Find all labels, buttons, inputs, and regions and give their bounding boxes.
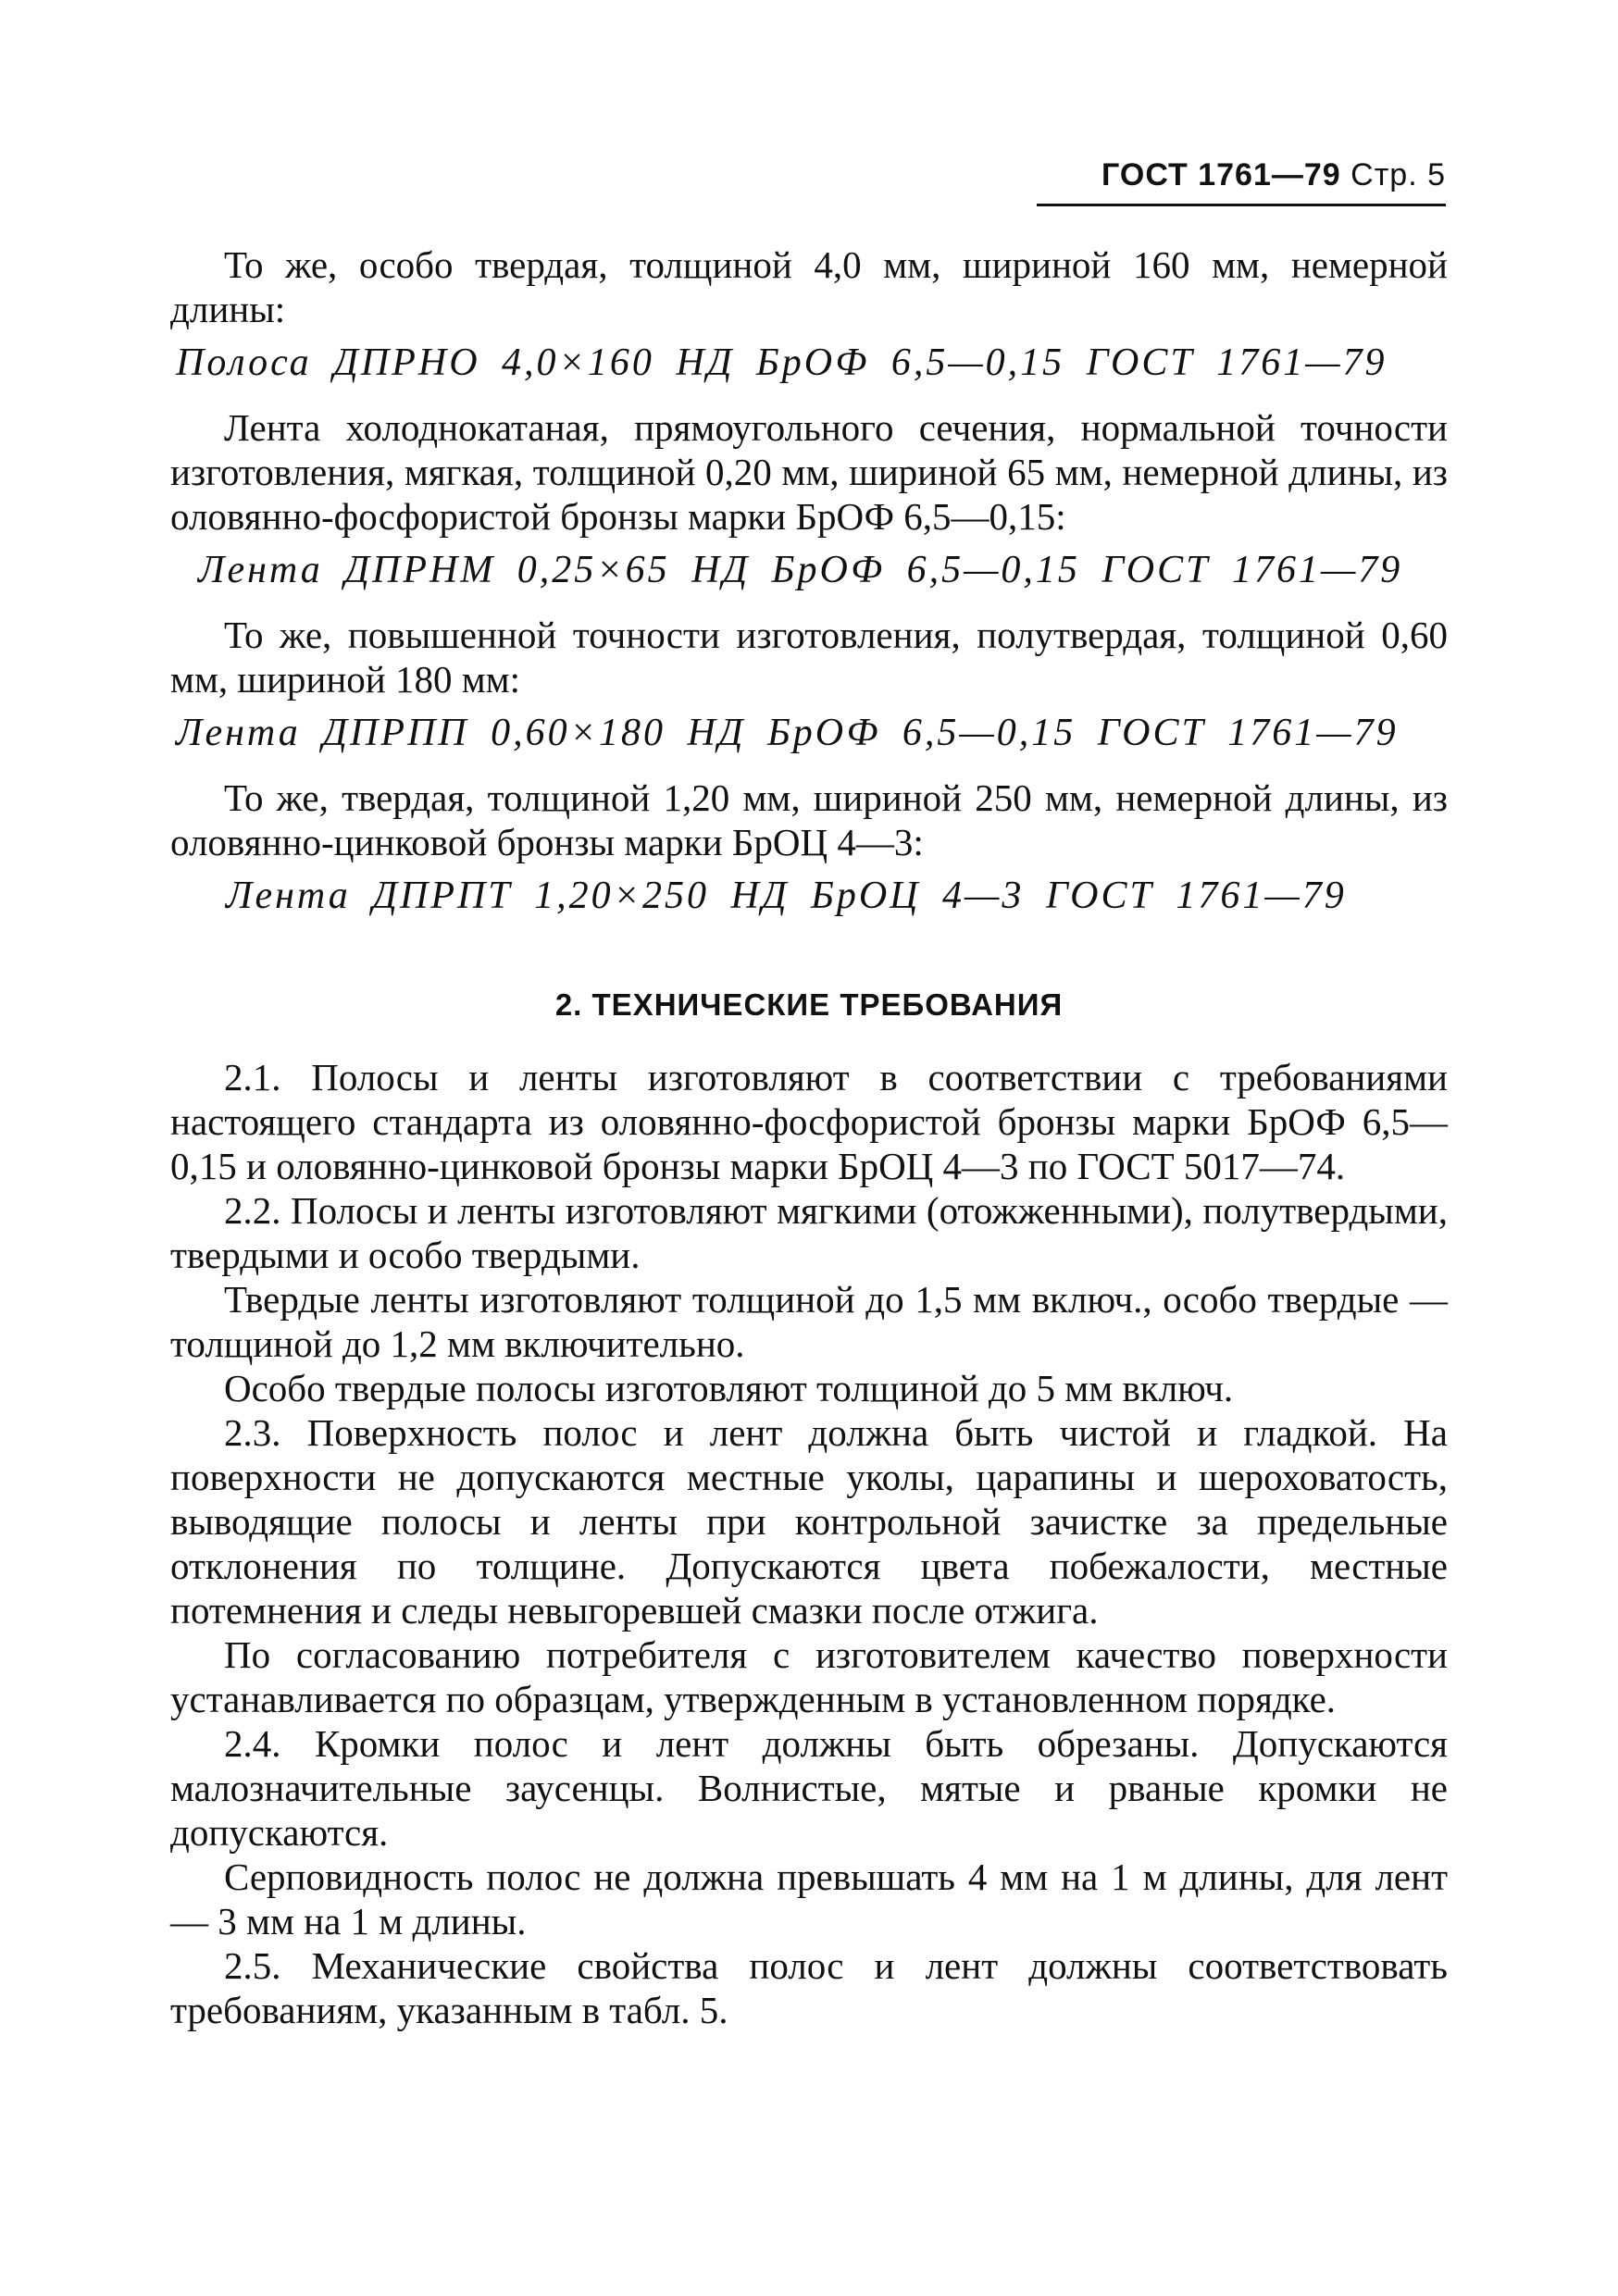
designation-example-2: Лента ДПРНМ 0,25×65 НД БрОФ 6,5—0,15 ГОСТ 1761—79 xyxy=(198,549,1403,591)
designation-example-4: Лента ДПРПТ 1,20×250 НД БрОЦ 4—3 ГОСТ 1761—79 xyxy=(226,875,1347,917)
designation-example-3: Лента ДПРПП 0,60×180 НД БрОФ 6,5—0,15 ГОСТ 1761—79 xyxy=(176,712,1399,754)
designation-example-1: Полоса ДПРНО 4,0×160 НД БрОФ 6,5—0,15 ГОСТ 1761—79 xyxy=(176,341,1388,384)
paragraph-strip-extra-hard: То же, особо твердая, толщиной 4,0 мм, шириной 160 мм, немерной длины: xyxy=(170,243,1448,330)
page-header xyxy=(1037,148,1446,206)
section-title: 2. ТЕХНИЧЕСКИЕ ТРЕБОВАНИЯ xyxy=(554,987,1064,1022)
clause-2-4-camber: Серповидность полос не должна превышать 4 мм на 1 м длины, для лент — 3 мм на 1 м длины. xyxy=(170,1855,1448,1942)
paragraph-tape-cold-rolled: Лента холоднокатаная, прямоугольного сечения, нормальной точности изготовления, мягкая, толщиной 0,20 мм, шириной 65 мм, немерной длины, из оловянно-фосфористой бронзы марки БрОФ 6,5—0,15: xyxy=(170,406,1448,538)
clause-2-2-extra-hard-strips: Особо твердые полосы изготовляют толщиной до 5 мм включ. xyxy=(224,1367,1234,1409)
clause-2-3: 2.3. Поверхность полос и лент должна быть чистой и гладкой. На поверхности не допускаются местные уколы, царапины и шероховатость, выводящие полосы и ленты при контрольной зачистке за предельные отклонения по толщине. Допускаются цвета побежалости, местные потемнения и следы невыгоревшей смазки после отжига. xyxy=(170,1411,1448,1632)
header-page-number: Стр. 5 xyxy=(1350,157,1446,192)
clause-2-2-hard-tapes: Твердые ленты изготовляют толщиной до 1,5 мм включ., особо твердые — толщиной до 1,2 мм включительно. xyxy=(170,1278,1448,1365)
clause-2-4: 2.4. Кромки полос и лент должны быть обрезаны. Допускаются малозначительные заусенцы. Волнистые, мятые и рваные кромки не допускаются. xyxy=(170,1722,1448,1854)
paragraph-tape-hard: То же, твердая, толщиной 1,20 мм, шириной 250 мм, немерной длины, из оловянно-цинковой бронзы марки БрОЦ 4—3: xyxy=(170,776,1448,863)
paragraph-tape-half-hard: То же, повышенной точности изготовления, полутвердая, толщиной 0,60 мм, шириной 180 мм: xyxy=(170,614,1448,701)
clause-2-2: 2.2. Полосы и ленты изготовляют мягкими (отожженными), полутвердыми, твердыми и особо твердыми. xyxy=(170,1189,1448,1276)
clause-2-3-agreement: По согласованию потребителя с изготовителем качество поверхности устанавливается по образцам, утвержденным в установленном порядке. xyxy=(170,1633,1448,1720)
header-doc-number: ГОСТ 1761—79 xyxy=(1101,157,1341,192)
document-body xyxy=(170,242,1448,2032)
clause-2-1: 2.1. Полосы и ленты изготовляют в соответствии с требованиями настоящего стандарта из оловянно-фосфористой бронзы марки БрОФ 6,5—0,15 и оловянно-цинковой бронзы марки БрОЦ 4—3 по ГОСТ 5017—74. xyxy=(170,1056,1448,1187)
clause-2-5: 2.5. Механические свойства полос и лент должны соответствовать требованиям, указанным в табл. 5. xyxy=(170,1944,1448,2031)
